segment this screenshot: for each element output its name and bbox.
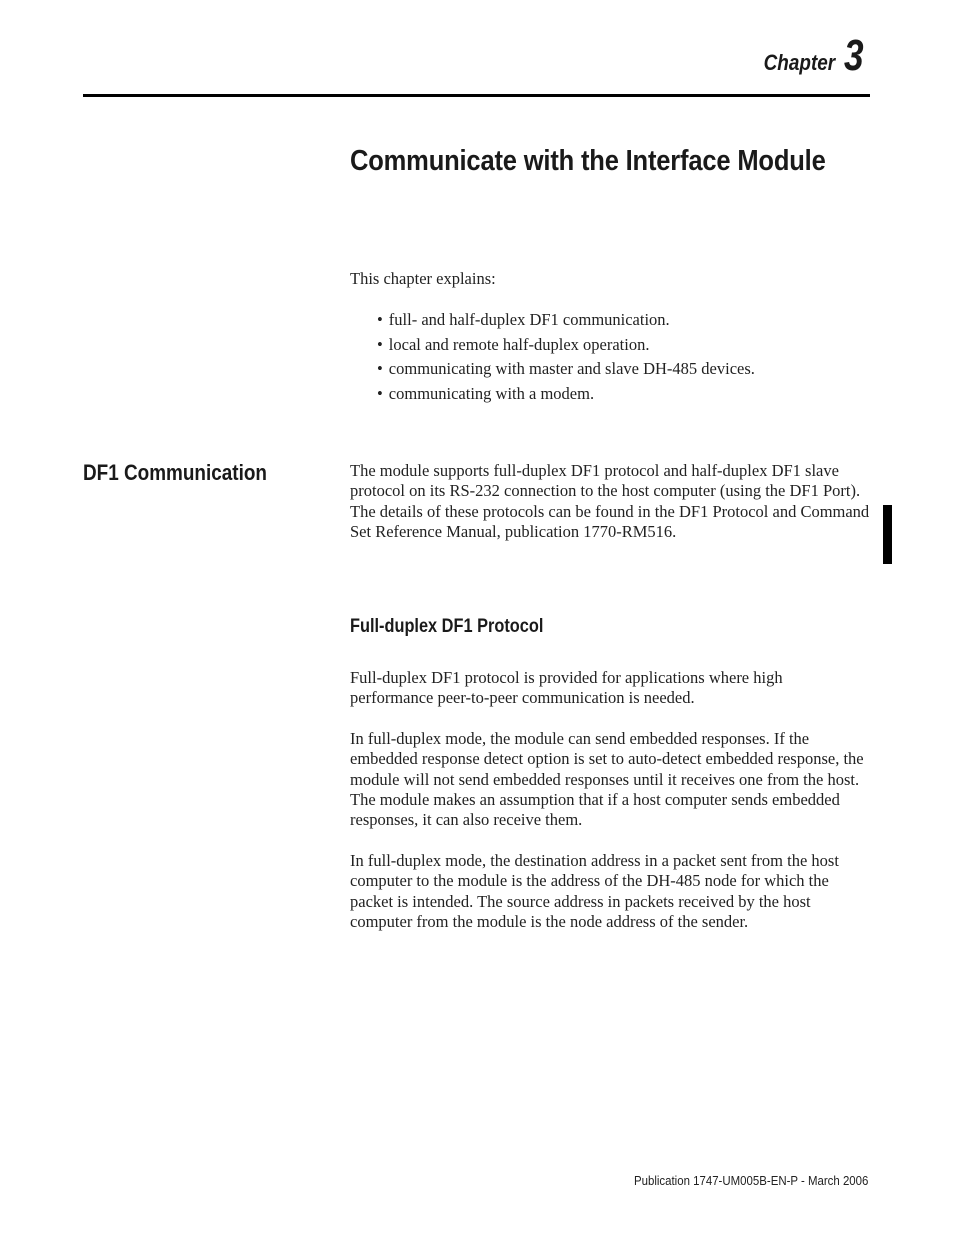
subsection-paragraph-1: Full-duplex DF1 protocol is provided for applications where high performance peer-to-peer communication is needed. [350, 668, 783, 708]
chapter-header [752, 31, 868, 80]
list-item: • communicating with a modem. [377, 384, 755, 409]
subsection-paragraph-3: In full-duplex mode, the destination address in a packet sent from the host computer to the module is the address of the DH-485 node for which the packet is intended. The source address in packets received by the host computer from the module is the node address of the sender. [350, 851, 839, 931]
chapter-topics-list [377, 310, 755, 409]
chapter-number: 3 [843, 31, 864, 80]
header-rule [83, 94, 870, 97]
intro-text: This chapter explains: [350, 269, 496, 288]
list-item: • full- and half-duplex DF1 communication. [377, 310, 755, 335]
subsection-heading: Full-duplex DF1 Protocol [350, 616, 544, 637]
chapter-edge-tab [883, 505, 892, 564]
chapter-label: Chapter [764, 50, 836, 75]
list-item: • communicating with master and slave DH-485 devices. [377, 359, 755, 384]
publication-footer: Publication 1747-UM005B-EN-P - March 2006 [633, 1173, 868, 1188]
page-title: Communicate with the Interface Module [350, 145, 826, 177]
list-item: • local and remote half-duplex operation. [377, 335, 755, 360]
section-heading: DF1 Communication [83, 460, 267, 485]
section-paragraph: The module supports full-duplex DF1 protocol and half-duplex DF1 slave protocol on its RS-232 connection to the host computer (using the DF1 Port). The details of these protocols can be found in the DF1 Protocol and Command Set Reference Manual, publication 1770-RM516. [350, 461, 870, 541]
subsection-paragraph-2: In full-duplex mode, the module can send embedded responses. If the embedded response detect option is set to auto-detect embedded response, the module will not send embedded responses until it receives one from the host. The module makes an assumption that if a host computer sends embedded responses, it can also receive them. [350, 729, 864, 830]
